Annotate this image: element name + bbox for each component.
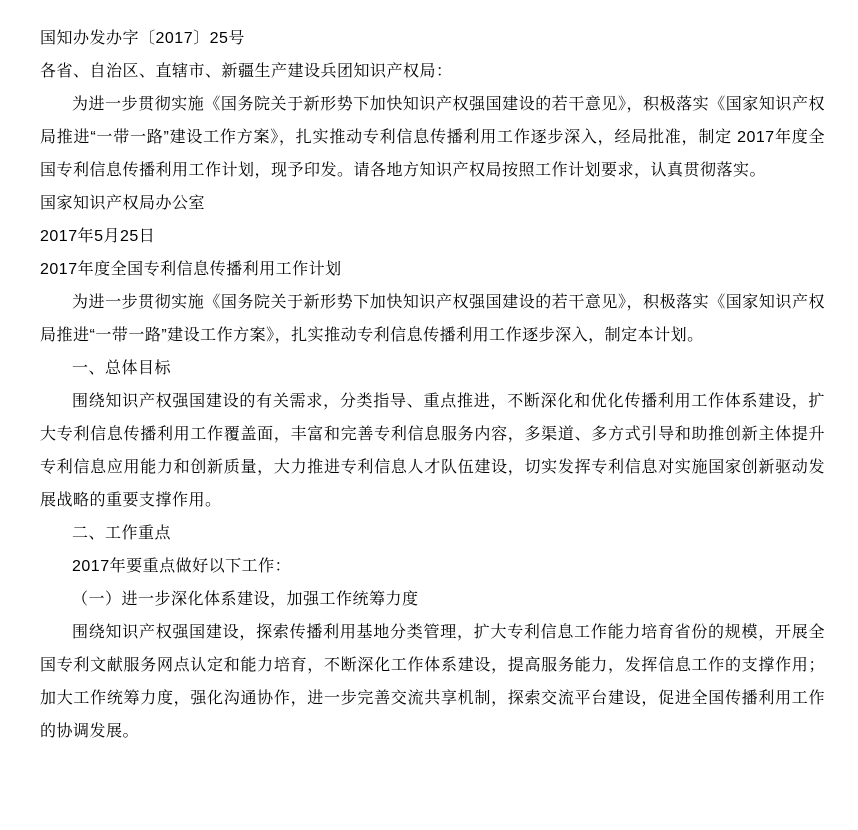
addressee-line: 各省、自治区、直辖市、新疆生产建设兵团知识产权局： [40, 63, 453, 80]
section-1-body: 围绕知识产权强国建设的有关需求，分类指导、重点推进，不断深化和优化传播利用工作体系建设，扩大专利信息传播利用工作覆盖面，丰富和完善专利信息服务内容，多渠道、多方式引导和助推创新主体提升专利信息应用能力和创新质量，大力推进专利信息人才队伍建设，切实发挥专利信息对实施国家创新驱动发展战略的重要支撑作用。 [40, 393, 825, 509]
section-2-subsection-1-body: 围绕知识产权强国建设，探索传播利用基地分类管理，扩大专利信息工作能力培育省份的规模，开展全国专利文献服务网点认定和能力培育，不断深化工作体系建设，提高服务能力，发挥信息工作的支撑作用；加大工作统筹力度，强化沟通协作，进一步完善交流共享机制，探索交流平台建设，促进全国传播利用工作的协调发展。 [40, 624, 825, 740]
section-2-intro: 2017年要重点做好以下工作： [72, 558, 292, 575]
doc-number: 国知办发办字〔2017〕25号 [40, 30, 245, 47]
section-2-heading: 二、工作重点 [72, 525, 172, 542]
intro-paragraph: 为进一步贯彻实施《国务院关于新形势下加快知识产权强国建设的若干意见》，积极落实《国家知识产权局推进“一带一路”建设工作方案》，扎实推动专利信息传播利用工作逐步深入，经局批准，制定 2017年度全国专利信息传播利用工作计划，现予印发。请各地方知识产权局按照工作计划要求，认真贯彻落实。 [40, 96, 825, 179]
signature-organization: 国家知识产权局办公室 [40, 195, 206, 212]
plan-title: 2017年度全国专利信息传播利用工作计划 [40, 261, 342, 278]
section-1-heading: 一、总体目标 [72, 360, 172, 377]
plan-intro-paragraph: 为进一步贯彻实施《国务院关于新形势下加快知识产权强国建设的若干意见》，积极落实《国家知识产权局推进“一带一路”建设工作方案》，扎实推动专利信息传播利用工作逐步深入，制定本计划。 [40, 294, 825, 344]
section-2-subsection-1-heading: （一）进一步深化体系建设，加强工作统筹力度 [72, 591, 419, 608]
signature-date: 2017年5月25日 [40, 228, 156, 245]
